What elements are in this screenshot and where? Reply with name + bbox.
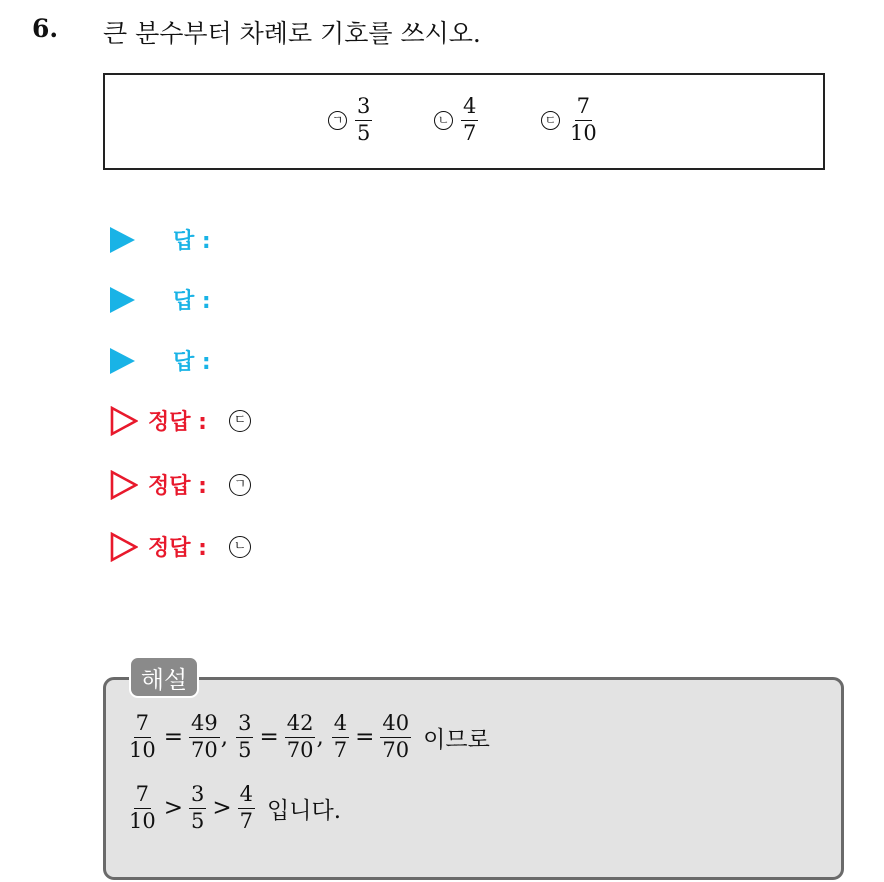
answer-row-2 — [110, 284, 211, 315]
correct-arrow-icon — [110, 406, 138, 436]
fraction — [127, 783, 158, 833]
numerator: 42 — [285, 712, 316, 738]
correct-value-symbol: ㄷ — [229, 410, 251, 432]
option-a-fraction — [355, 95, 372, 145]
answer-arrow-icon — [110, 348, 135, 374]
denominator: 10 — [129, 737, 156, 762]
greater-than-sign: > — [163, 795, 184, 822]
denominator: 5 — [238, 737, 252, 762]
option-a-numerator: 3 — [355, 95, 372, 121]
answer-label: 답 : — [173, 289, 211, 314]
option-c — [541, 95, 599, 145]
explanation-line-2 — [127, 783, 341, 833]
fraction — [285, 712, 316, 762]
question-number: 6. — [32, 14, 59, 43]
correct-value-symbol: ㄱ — [229, 474, 251, 496]
numerator: 40 — [380, 712, 411, 738]
explanation-text: 입니다. — [267, 797, 342, 824]
correct-arrow-icon — [110, 532, 138, 562]
numerator: 4 — [332, 712, 349, 738]
option-a — [328, 95, 372, 145]
numerator: 3 — [236, 712, 253, 738]
comma: , — [220, 724, 229, 751]
correct-row-1 — [110, 405, 251, 436]
option-b-symbol: ㄴ — [434, 111, 453, 130]
equals-sign: = — [163, 724, 184, 751]
numerator: 49 — [189, 712, 220, 738]
explanation-box — [103, 677, 844, 880]
equals-sign: = — [355, 724, 375, 751]
option-c-numerator: 7 — [575, 95, 592, 121]
correct-arrow-icon — [110, 470, 138, 500]
correct-value-symbol: ㄴ — [229, 536, 251, 558]
correct-value — [229, 536, 251, 558]
denominator: 70 — [382, 737, 410, 762]
option-c-fraction — [568, 95, 599, 145]
denominator: 7 — [239, 808, 254, 833]
correct-label: 정답 : — [148, 410, 207, 435]
fraction — [332, 712, 349, 762]
correct-row-2 — [110, 469, 251, 500]
numerator: 4 — [238, 783, 255, 809]
answer-arrow-icon — [110, 287, 135, 313]
numerator: 7 — [134, 783, 151, 809]
fraction — [238, 783, 255, 833]
greater-than-sign: > — [212, 795, 232, 822]
fraction — [127, 712, 158, 762]
numerator: 3 — [189, 783, 206, 809]
correct-label: 정답 : — [148, 474, 207, 499]
answer-label: 답 : — [173, 229, 211, 254]
option-a-denominator: 5 — [357, 120, 371, 145]
option-c-symbol: ㄷ — [541, 111, 560, 130]
option-c-denominator: 10 — [570, 120, 597, 145]
answer-arrow-icon — [110, 227, 135, 253]
option-a-symbol: ㄱ — [328, 111, 347, 130]
fraction — [236, 712, 253, 762]
option-b-numerator: 4 — [461, 95, 478, 121]
equals-sign: = — [259, 724, 279, 751]
correct-value — [229, 410, 251, 432]
numerator: 7 — [134, 712, 151, 738]
denominator: 10 — [129, 808, 156, 833]
denominator: 7 — [333, 737, 348, 762]
correct-value — [229, 474, 251, 496]
correct-label: 정답 : — [148, 536, 207, 561]
denominator: 5 — [191, 808, 205, 833]
fraction — [189, 712, 220, 762]
explanation-text: 이므로 — [423, 726, 490, 753]
option-b-denominator: 7 — [463, 120, 477, 145]
answer-row-1 — [110, 224, 211, 255]
option-b-fraction — [461, 95, 478, 145]
denominator: 70 — [286, 737, 314, 762]
explanation-line-1 — [127, 712, 490, 762]
fraction — [380, 712, 411, 762]
correct-row-3 — [110, 531, 251, 562]
answer-row-3 — [110, 345, 211, 376]
question-text: 큰 분수부터 차례로 기호를 쓰시오. — [103, 19, 481, 48]
comma: , — [316, 724, 324, 751]
denominator: 70 — [191, 737, 218, 762]
option-b — [434, 95, 478, 145]
options-box — [103, 73, 825, 170]
explanation-tag: 해설 — [129, 656, 199, 698]
fraction — [189, 783, 206, 833]
answer-label: 답 : — [173, 350, 211, 375]
